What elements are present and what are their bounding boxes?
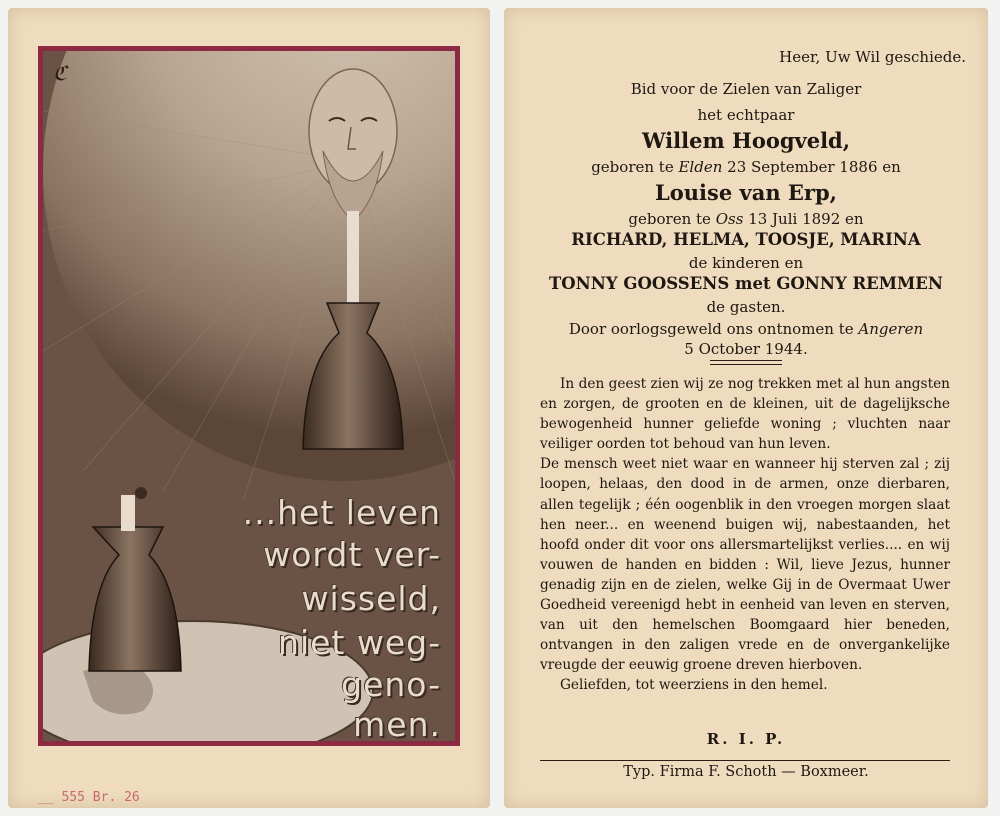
archive-number: __ 555 Br. 26 <box>38 790 140 805</box>
guests-names: TONNY GOOSSENS met GONNY REMMEN <box>549 274 943 293</box>
verse-line-4: niet weg- <box>278 623 441 662</box>
paragraph-3: Geliefden, tot weerziens in den hemel. <box>560 677 828 694</box>
paragraph-2: De mensch weet niet waar en wanneer hij sterven zal ; zij loopen, helaas, den dood in de armen, onze dierbaren, allen tegelijk ; één oogenblik in den vroegen morgen slaat hen neer... en weenend buigen wij, nabestaanden, het hoofd onder dit voor ons allersmartelijkst verlies.... en wij vouwen de handen en bidden : Wil, lieve Jezus, hunner genadig zijn en de zielen, welke Gij in de Overmaat Uwer Goedheid vereenigd hebt in eenheid van leven en sterven, van uit den hemelschen Boomgaard hier beneden, ontvangen in den zaligen vrede en de onvergankelijke vreugde der eeuwig groene dreven hierboven. <box>540 456 950 674</box>
devotional-illustration <box>38 46 460 746</box>
printer-credit: Typ. Firma F. Schoth — Boxmeer. <box>623 764 869 780</box>
verse-line-6: men. <box>353 705 441 744</box>
footer-divider <box>540 760 950 762</box>
couple-label: het echtpaar <box>697 106 795 124</box>
divider <box>710 360 782 365</box>
guests-label: de gasten. <box>706 298 786 316</box>
husband-birth: geboren te Elden 23 September 1886 en <box>591 158 901 176</box>
wife-name: Louise van Erp, <box>655 180 837 205</box>
verse-line-1: ...het leven <box>242 493 441 532</box>
memorial-card-front <box>8 8 490 808</box>
husband-name: Willem Hoogveld, <box>641 128 851 153</box>
death-date: 5 October 1944. <box>684 340 808 358</box>
candle <box>347 211 359 307</box>
small-candle <box>121 495 135 531</box>
motto: Heer, Uw Wil geschiede. <box>779 48 966 66</box>
rip: R. I. P. <box>706 730 786 748</box>
death-line: Door oorlogsgeweld ons ontnomen te Angeren <box>568 320 924 338</box>
verse-line-2: wordt ver- <box>263 535 441 574</box>
memorial-card-back <box>504 8 988 808</box>
wife-birth: geboren te Oss 13 Juli 1892 en <box>628 210 864 228</box>
children-label: de kinderen en <box>688 254 804 272</box>
children-names: RICHARD, HELMA, TOOSJE, MARINA <box>571 230 921 249</box>
paragraph-1: In den geest zien wij ze nog trekken met al hun angsten en zorgen, de grooten en de kleinen, uit de dagelijksche bewogenheid hunner geliefde woning ; vluchten naar veiliger oorden tot behoud van hun leven. <box>540 376 950 453</box>
verse-line-3: wisseld, <box>301 579 441 618</box>
memorial-text <box>540 374 950 696</box>
verse-line-5: geno- <box>341 665 441 704</box>
small-figure <box>135 487 147 499</box>
intro-line: Bid voor de Zielen van Zaliger <box>630 80 862 98</box>
artist-monogram: ℭ <box>53 61 68 85</box>
